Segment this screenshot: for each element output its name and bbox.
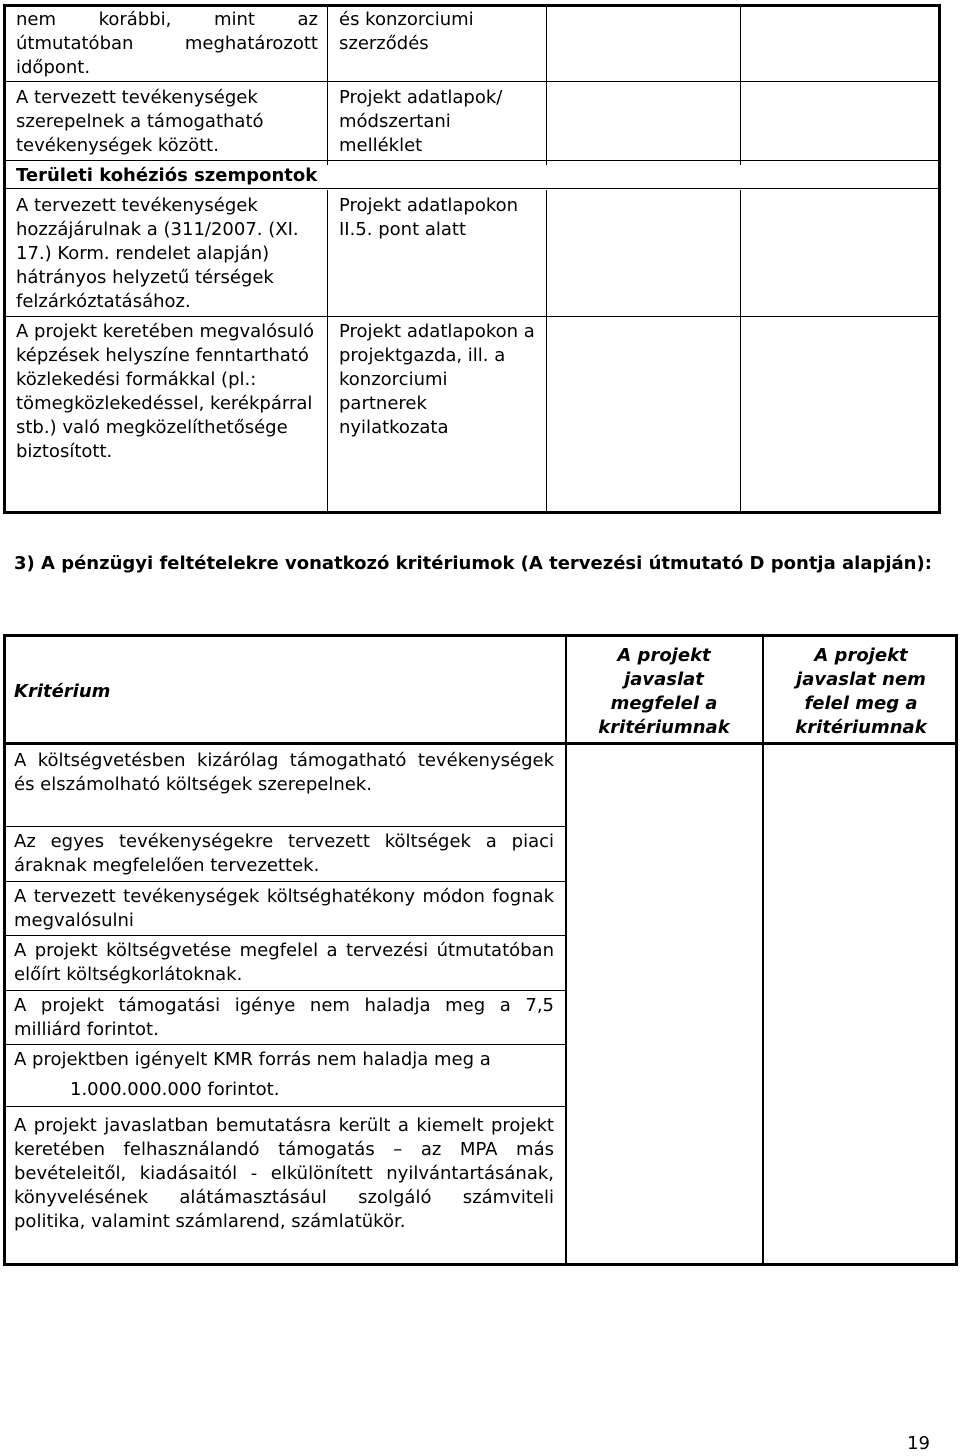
top-table-top-border xyxy=(3,4,941,7)
bottom-table-bottom-border xyxy=(3,1263,958,1266)
top-row-3-source: Projekt adatlapokon II.5. pont alatt xyxy=(339,195,519,240)
criterion-row-1: A költségvetésben kizárólag támogatható tevékenységek és elszámolható költségek szerepelnek. xyxy=(14,750,554,795)
top-row-4-criterion: A projekt keretében megvalósuló képzések helyszíne fenntartható közlekedési formákkal (pl.: tömegközlekedéssel, kerékpárral stb.) való megközelíthetősége biztosított. xyxy=(16,321,314,462)
criterion-row-7: A projekt javaslatban bemutatásra került a kiemelt projekt keretében felhasználandó támogatás – az MPA más bevételeitől, kiadásaitól - elkülönített nyilvántartásának, könyvelésének alátámasztásául szolgáló számviteli politika, valamint számlarend, számlatükör. xyxy=(14,1115,554,1232)
criterion-row-6-amount: 1.000.000.000 forintot. xyxy=(70,1079,280,1100)
header-meets: A projekt javaslat megfelel a kritériumnak xyxy=(598,645,730,738)
page-number: 19 xyxy=(907,1433,930,1454)
top-row-2-criterion: A tervezett tevékenységek szerepelnek a támogatható tevékenységek között. xyxy=(16,87,264,156)
criterion-row-3: A tervezett tevékenységek költséghatékony módon fognak megvalósulni xyxy=(14,886,554,931)
criterion-row-6: A projektben igényelt KMR forrás nem haladja meg a xyxy=(14,1049,491,1070)
section-heading-territorial: Területi kohéziós szempontok xyxy=(16,165,318,186)
top-row-1-source: és konzorciumi szerződés xyxy=(339,9,474,54)
header-criterion: Kritérium xyxy=(14,681,111,702)
section-3-heading: 3) A pénzügyi feltételekre vonatkozó kritériumok (A tervezési útmutató D pontja alapján): xyxy=(14,553,932,574)
header-not-meets: A projekt javaslat nem felel meg a kritériumnak xyxy=(795,645,927,738)
top-row-2-source: Projekt adatlapok/ módszertani melléklet xyxy=(339,87,503,156)
criterion-row-5: A projekt támogatási igénye nem haladja meg a 7,5 milliárd forintot. xyxy=(14,995,554,1040)
criterion-row-4: A projekt költségvetése megfelel a tervezési útmutatóban előírt költségkorlátoknak. xyxy=(14,940,554,985)
top-row-1-criterion: nem korábbi, mint az útmutatóban meghatározott időpont. xyxy=(16,9,318,78)
bottom-table-left-border xyxy=(3,634,6,1266)
top-row-4-source: Projekt adatlapokon a projektgazda, ill. a konzorciumi partnerek nyilatkozata xyxy=(339,321,535,438)
top-table-bottom-border xyxy=(3,511,941,514)
top-row-3-criterion: A tervezett tevékenységek hozzájárulnak a (311/2007. (XI. 17.) Korm. rendelet alapján) hátrányos helyzetű térségek felzárkóztatásához. xyxy=(16,195,299,312)
criterion-row-2: Az egyes tevékenységekre tervezett költségek a piaci áraknak megfelelően tervezettek. xyxy=(14,831,554,876)
bottom-table-right-border xyxy=(955,634,958,1266)
bottom-table-top-border xyxy=(3,634,958,637)
